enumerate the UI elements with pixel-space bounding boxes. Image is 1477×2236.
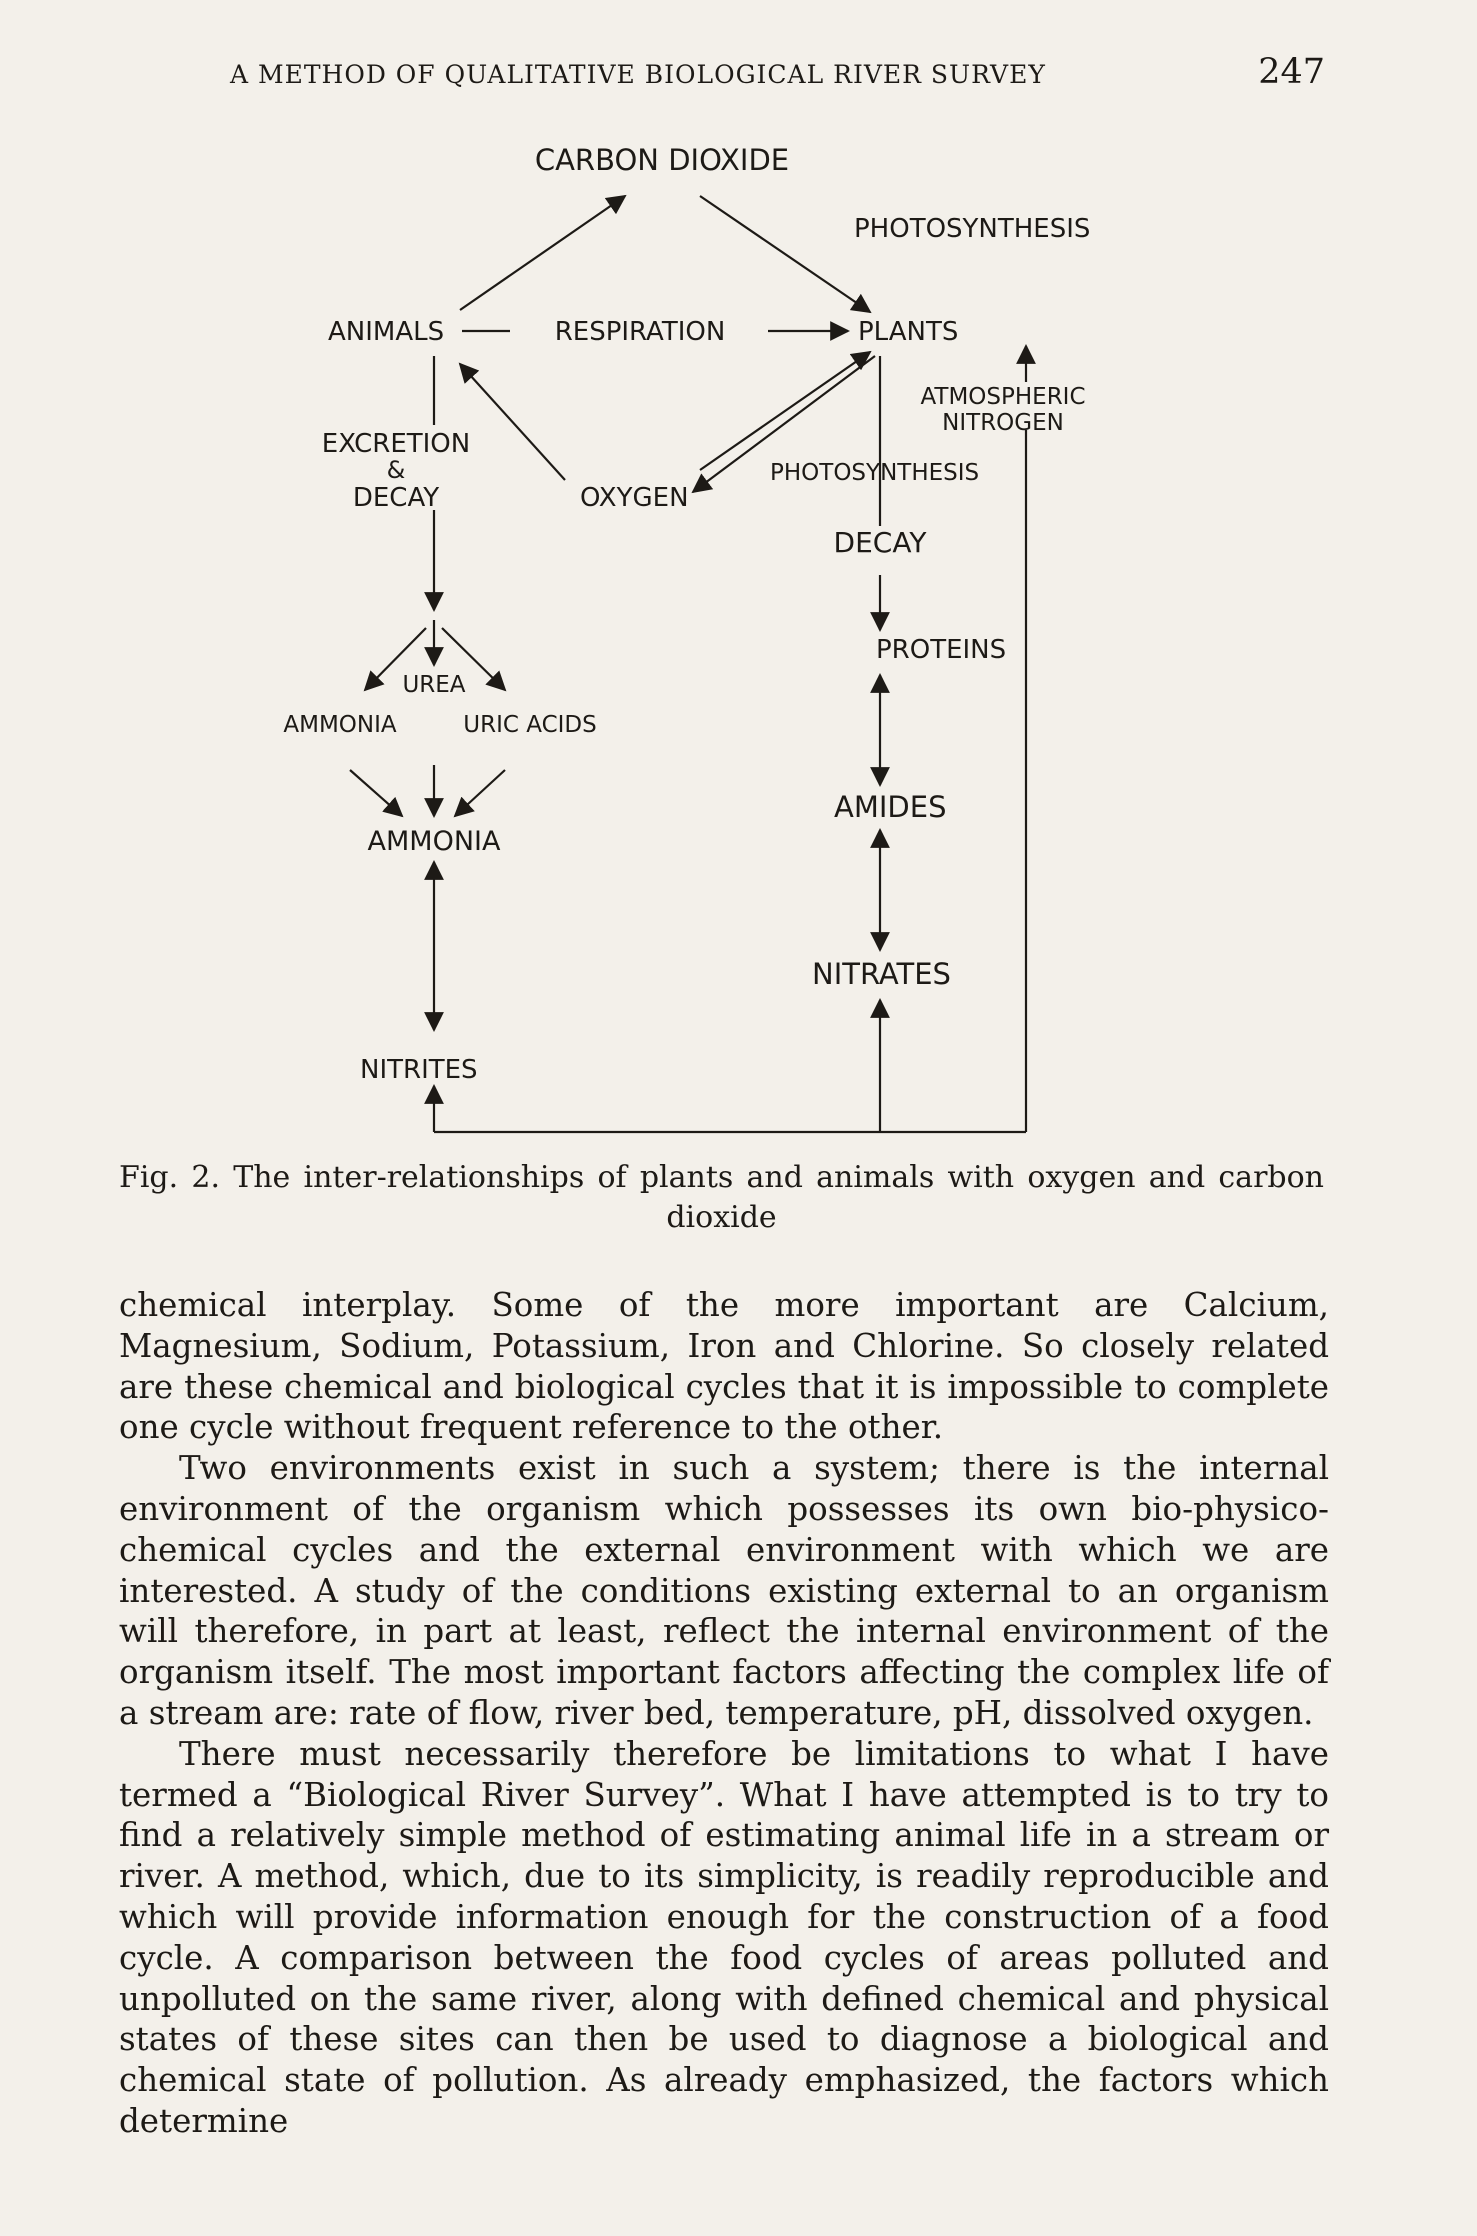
paragraph: Two environments exist in such a system; there is the internal environment of the organism which possesses its own bio-physico-chemical cycles and the external environment with which we are interested. A study of the conditions existing external to an organism will therefore, in part at least, reflect the internal environment of the organism itself. The most important factors affecting the complex life of a stream are: rate of flow, river bed, temperature, pH, dissolved oxygen. xyxy=(119,1449,1329,1732)
node-plants: PLANTS xyxy=(858,317,959,347)
node-uric-acids: URIC ACIDS xyxy=(463,712,597,738)
figure-caption: Fig. 2. The inter-relationships of plants and animals with oxygen and carbon dioxide xyxy=(119,1160,1324,1235)
oxygen-to-plants-arrow xyxy=(700,352,870,470)
paragraph: chemical interplay. Some of the more important are Calcium, Magnesium, Sodium, Potassium, Iron and Chlorine. So closely related are these chemical and biological cycles that it is impossible to complete one cycle without frequent reference to the other. xyxy=(119,1286,1329,1447)
running-title: A METHOD OF QUALITATIVE BIOLOGICAL RIVER SURVEY xyxy=(230,60,1046,89)
node-ammonia-small: AMMONIA xyxy=(283,712,397,738)
node-urea: UREA xyxy=(402,672,466,698)
node-nitrogen: NITROGEN xyxy=(942,410,1064,436)
animals-to-co2-arrow xyxy=(460,196,625,310)
node-photosynthesis-mid: PHOTOSYNTHESIS xyxy=(770,460,980,486)
node-respiration: RESPIRATION xyxy=(554,317,726,347)
node-animals: ANIMALS xyxy=(328,317,445,347)
oxygen-to-animals-arrow xyxy=(460,364,565,480)
node-decay-left: DECAY xyxy=(352,483,440,513)
node-photosynthesis-top: PHOTOSYNTHESIS xyxy=(854,214,1091,244)
paragraph: There must necessarily therefore be limitations to what I have termed a “Biological River Survey”. What I have attempted is to try to find a relatively simple method of estimating animal life in a stream or river. A method, which, due to its simplicity, is readily reproducible and which will provide information enough for the construction of a food cycle. A comparison between the food cycles of areas polluted and unpolluted on the same river, along with defined chemical and physical states of these sites can then be used to diagnose a biological and chemical state of pollution. As already emphasized, the factors which determine xyxy=(119,1734,1329,2140)
node-carbon-dioxide: CARBON DIOXIDE xyxy=(534,143,790,177)
node-excretion: EXCRETION xyxy=(321,429,471,459)
body-text xyxy=(119,1285,1329,2142)
node-ampersand: & xyxy=(386,456,406,484)
page-header xyxy=(230,52,1325,92)
ammonia-small-to-ammonia-arrow xyxy=(350,770,402,816)
page-number: 247 xyxy=(1258,52,1325,92)
co2-to-plants-arrow xyxy=(700,196,870,312)
node-ammonia: AMMONIA xyxy=(367,826,501,857)
uric-acids-to-ammonia-arrow xyxy=(455,770,505,816)
node-nitrates: NITRATES xyxy=(812,957,951,991)
node-proteins: PROTEINS xyxy=(876,635,1007,665)
node-oxygen: OXYGEN xyxy=(580,483,689,513)
node-decay-right: DECAY xyxy=(833,526,927,559)
node-atmospheric: ATMOSPHERIC xyxy=(920,384,1086,410)
node-amides: AMIDES xyxy=(834,790,947,824)
nitrogen-carbon-cycle-diagram xyxy=(0,120,1477,1180)
node-nitrites: NITRITES xyxy=(360,1055,478,1085)
